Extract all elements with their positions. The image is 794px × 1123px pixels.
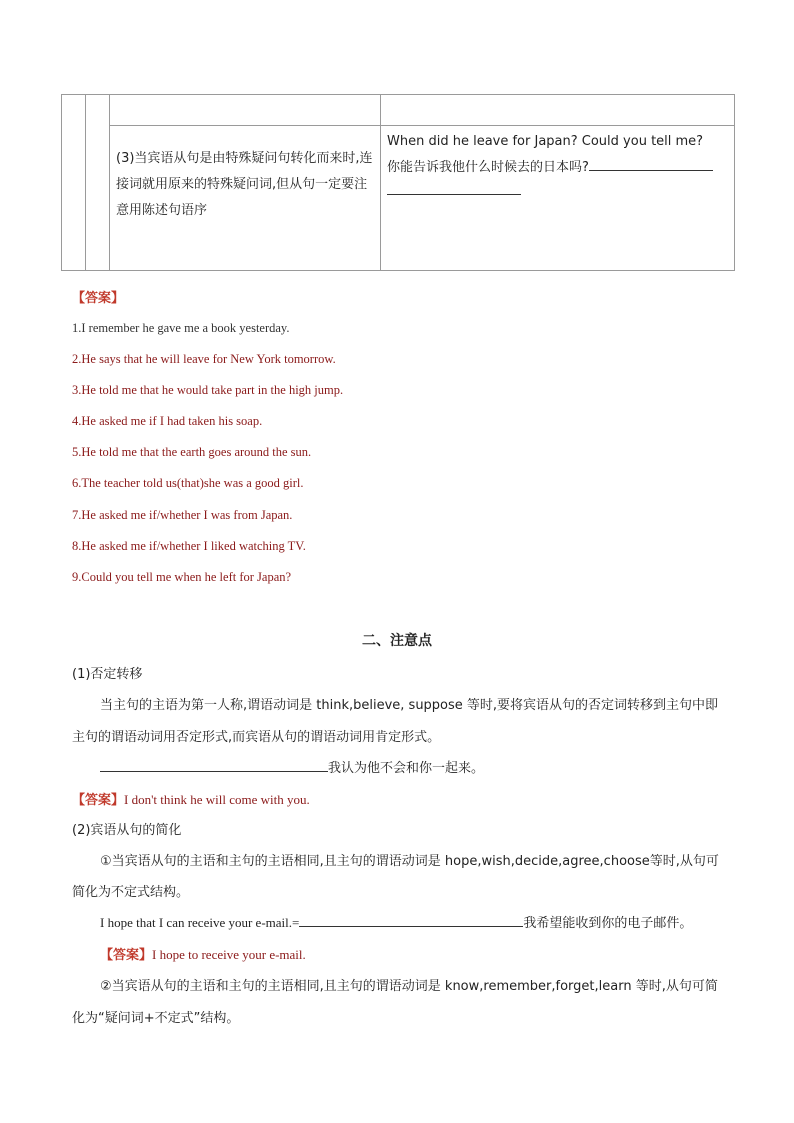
- rule-text: (3)当宾语从句是由特殊疑问句转化而来时,连接词就用原来的特殊疑问词,但从句一定要注意用陈述句语序: [116, 151, 373, 218]
- answer-text: I hope to receive your e-mail.: [152, 947, 306, 962]
- answer-text: I don't think he will come with you.: [124, 792, 310, 807]
- exercise-prompt: 我认为他不会和你一起来。: [328, 761, 485, 776]
- answer-item: 1.I remember he gave me a book yesterday.: [72, 321, 290, 335]
- answer-label: 【答案】: [100, 948, 153, 963]
- answer-label: 【答案】: [72, 291, 125, 306]
- answer-item: 3.He told me that he would take part in the high jump.: [72, 383, 344, 398]
- answer-item: 5.He told me that the earth goes around the sun.: [72, 445, 312, 460]
- answer-blank[interactable]: [299, 914, 523, 927]
- answer-item: 4.He asked me if I had taken his soap.: [72, 414, 263, 429]
- answer-blank[interactable]: [589, 158, 713, 171]
- table-row: [62, 126, 735, 271]
- answer-line: [100, 944, 306, 963]
- subsection-heading: (2)宾语从句的简化: [72, 823, 182, 838]
- table-cell-empty: [110, 95, 381, 126]
- exercise-prompt: 我希望能收到你的电子邮件。: [523, 916, 693, 931]
- answer-label: 【答案】: [72, 793, 125, 808]
- paragraph-line: ②当宾语从句的主语和主句的主语相同,且主句的谓语动词是 know,remember,forget,learn 等时,从句可简: [100, 979, 718, 994]
- answer-item: 6.The teacher told us(that)she was a good girl.: [72, 476, 304, 491]
- table-cell-category: [62, 95, 86, 271]
- example-cell: [381, 126, 735, 271]
- paragraph-line: ①当宾语从句的主语和主句的主语相同,且主句的谓语动词是 hope,wish,decide,agree,choose等时,从句可: [100, 854, 719, 869]
- section-title: 二、注意点: [362, 633, 432, 649]
- exercise-line: [100, 912, 692, 931]
- exercise-sentence: I hope that I can receive your e-mail.=: [100, 915, 300, 930]
- table-cell-empty: [381, 95, 735, 126]
- answer-blank[interactable]: [387, 182, 521, 195]
- answer-line: [72, 789, 310, 808]
- answer-item: 7.He asked me if/whether I was from Japan.: [72, 507, 293, 522]
- answer-item: 2.He says that he will leave for New York tomorrow.: [72, 352, 336, 367]
- table-cell-subcategory: [86, 95, 110, 271]
- answer-item: 8.He asked me if/whether I liked watching TV.: [72, 538, 306, 553]
- paragraph-line: 主句的谓语动词用否定形式,而宾语从句的谓语动词用肯定形式。: [72, 730, 441, 745]
- paragraph-line: 化为“疑问词+不定式”结构。: [72, 1011, 240, 1026]
- paragraph-line: 当主句的主语为第一人称,谓语动词是 think,believe, suppose 等时,要将宾语从句的否定词转移到主句中即: [100, 698, 719, 713]
- example-chinese: [387, 156, 729, 204]
- answer-item: 9.Could you tell me when he left for Japan?: [72, 569, 292, 584]
- rule-cell: [110, 126, 381, 271]
- answer-list: [72, 318, 343, 598]
- answer-blank[interactable]: [100, 759, 328, 772]
- exercise-line: [100, 757, 484, 776]
- paragraph-line: 简化为不定式结构。: [72, 885, 190, 900]
- table-row: [62, 95, 735, 126]
- example-english: When did he leave for Japan? Could you tell me?: [387, 134, 704, 149]
- example-chinese-text: 你能告诉我他什么时候去的日本吗?: [387, 160, 589, 175]
- grammar-table: [61, 94, 735, 271]
- subsection-heading: (1)否定转移: [72, 667, 143, 682]
